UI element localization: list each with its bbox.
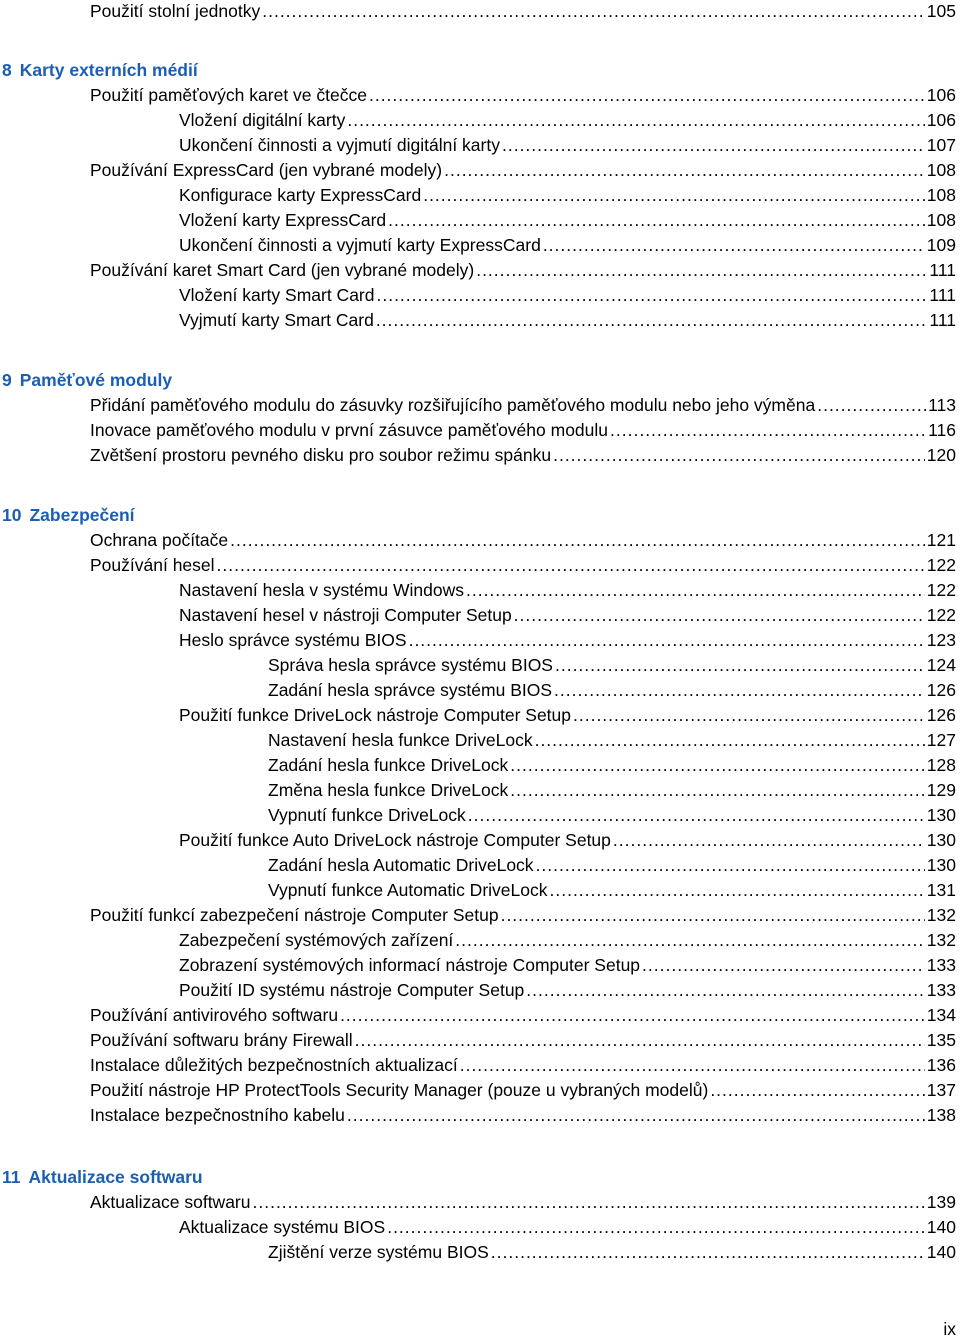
toc-entry-title: Heslo správce systému BIOS — [179, 630, 407, 650]
page-number: ix — [943, 1319, 956, 1339]
toc-entry-title: Správa hesla správce systému BIOS — [268, 655, 553, 675]
toc-entry[interactable] — [90, 444, 956, 466]
toc-entry-page: 135 — [926, 1030, 956, 1050]
toc-entry-title: Zabezpečení systémových zařízení — [179, 930, 454, 950]
toc-entry-page: 111 — [929, 260, 956, 280]
toc-entry[interactable] — [179, 979, 956, 1001]
toc-entry-title: Zjištění verze systému BIOS — [268, 1242, 489, 1262]
toc-entry-title: Použití funkcí zabezpečení nástroje Computer Setup — [90, 905, 499, 925]
toc-entry-title: Inovace paměťového modulu v první zásuvce paměťového modulu — [90, 420, 609, 440]
toc-entry-page: 133 — [926, 955, 956, 975]
toc-entry-title: Nastavení hesla funkce DriveLock — [268, 730, 533, 750]
toc-entry-title: Používání ExpressCard (jen vybrané modely) — [90, 160, 443, 180]
dot-leader — [642, 954, 925, 976]
toc-entry[interactable] — [90, 1079, 956, 1101]
toc-entry[interactable] — [268, 854, 956, 876]
toc-entry-title: Zvětšení prostoru pevného disku pro soubor režimu spánku — [90, 445, 552, 465]
toc-entry-title: Použití stolní jednotky — [90, 1, 261, 21]
toc-entry[interactable] — [179, 109, 956, 131]
dot-leader — [466, 579, 925, 601]
toc-entry-page: 129 — [926, 780, 956, 800]
dot-leader — [376, 284, 927, 306]
toc-entry-page: 132 — [926, 905, 956, 925]
toc-entry[interactable] — [90, 0, 956, 22]
dot-leader — [491, 1241, 925, 1263]
dot-leader — [526, 979, 925, 1001]
toc-entry[interactable] — [268, 754, 956, 776]
toc-entry-page: 139 — [926, 1192, 956, 1212]
toc-entry-page: 128 — [926, 755, 956, 775]
toc-entry-title: Vložení karty ExpressCard — [179, 210, 387, 230]
dot-leader — [817, 394, 926, 416]
toc-entry-page: 132 — [926, 930, 956, 950]
dot-leader — [613, 829, 925, 851]
toc-entry-page: 105 — [926, 1, 956, 21]
toc-entry-page: 111 — [929, 310, 956, 330]
toc-entry[interactable] — [179, 579, 956, 601]
toc-entry-title: Používání softwaru brány Firewall — [90, 1030, 353, 1050]
toc-entry-page: 108 — [926, 210, 956, 230]
toc-entry-page: 130 — [926, 855, 956, 875]
toc-entry-page: 134 — [926, 1005, 956, 1025]
dot-leader — [710, 1079, 924, 1101]
toc-entry[interactable] — [179, 629, 956, 651]
dot-leader — [230, 529, 925, 551]
dot-leader — [347, 1104, 925, 1126]
dot-leader — [423, 184, 925, 206]
toc-entry[interactable] — [179, 1216, 956, 1238]
toc-entry[interactable] — [179, 929, 956, 951]
toc-entry-title: Konfigurace karty ExpressCard — [179, 185, 422, 205]
toc-entry-page: 137 — [926, 1080, 956, 1100]
dot-leader — [387, 1216, 925, 1238]
toc-entry-page: 121 — [926, 530, 956, 550]
dot-leader — [610, 419, 926, 441]
dot-leader — [514, 604, 925, 626]
dot-leader — [536, 854, 925, 876]
dot-leader — [553, 444, 925, 466]
toc-entry-title: Instalace důležitých bezpečnostních aktualizací — [90, 1055, 458, 1075]
toc-entry[interactable] — [90, 419, 956, 441]
toc-entry[interactable] — [179, 954, 956, 976]
dot-leader — [262, 0, 925, 22]
toc-entry-page: 111 — [929, 285, 956, 305]
toc-entry-title: Přidání paměťového modulu do zásuvky rozšiřujícího paměťového modulu nebo jeho výměna — [90, 395, 816, 415]
toc-entry-page: 130 — [926, 830, 956, 850]
dot-leader — [369, 84, 925, 106]
toc-entry-title: Změna hesla funkce DriveLock — [268, 780, 509, 800]
toc-entry-page: 108 — [926, 160, 956, 180]
toc-entry[interactable] — [90, 554, 956, 576]
chapter-heading-10[interactable] — [2, 504, 135, 526]
toc-entry-title: Instalace bezpečnostního kabelu — [90, 1105, 345, 1125]
dot-leader — [444, 159, 925, 181]
dot-leader — [388, 209, 925, 231]
toc-entry-title: Používání hesel — [90, 555, 215, 575]
toc-entry[interactable] — [179, 134, 956, 156]
toc-entry[interactable] — [268, 729, 956, 751]
toc-entry-title: Použití ID systému nástroje Computer Setup — [179, 980, 525, 1000]
toc-entry[interactable] — [90, 84, 956, 106]
dot-leader — [347, 109, 924, 131]
toc-entry-page: 122 — [926, 580, 956, 600]
toc-entry-title: Vypnutí funkce DriveLock — [268, 805, 466, 825]
toc-entry[interactable] — [179, 284, 956, 306]
toc-entry-page: 131 — [926, 880, 956, 900]
toc-entry[interactable] — [179, 309, 956, 331]
toc-entry-title: Použití funkce DriveLock nástroje Computer Setup — [179, 705, 571, 725]
toc-entry-title: Ukončení činnosti a vyjmutí karty ExpressCard — [179, 235, 541, 255]
chapter-title: Paměťové moduly — [19, 370, 173, 390]
toc-entry-title: Vložení digitální karty — [179, 110, 346, 130]
toc-entry[interactable] — [179, 184, 956, 206]
toc-entry[interactable] — [179, 829, 956, 851]
toc-entry-title: Vypnutí funkce Automatic DriveLock — [268, 880, 548, 900]
dot-leader — [554, 679, 925, 701]
toc-entry[interactable] — [179, 604, 956, 626]
toc-entry-title: Používání karet Smart Card (jen vybrané modely) — [90, 260, 475, 280]
toc-entry[interactable] — [90, 1054, 956, 1076]
chapter-title: Zabezpečení — [29, 505, 135, 525]
chapter-title: Karty externích médií — [19, 60, 198, 80]
dot-leader — [510, 779, 925, 801]
toc-entry-page: 123 — [926, 630, 956, 650]
toc-entry-page: 140 — [926, 1242, 956, 1262]
toc-entry-page: 113 — [928, 395, 956, 415]
chapter-number: 10 — [2, 505, 22, 525]
dot-leader — [340, 1004, 925, 1026]
toc-entry-page: 106 — [926, 85, 956, 105]
dot-leader — [455, 929, 925, 951]
dot-leader — [573, 704, 925, 726]
dot-leader — [510, 754, 925, 776]
toc-entry-title: Aktualizace softwaru — [90, 1192, 251, 1212]
toc-entry[interactable] — [268, 804, 956, 826]
toc-entry[interactable] — [268, 654, 956, 676]
toc-entry[interactable] — [90, 259, 956, 281]
chapter-heading-9[interactable] — [2, 369, 172, 391]
dot-leader — [355, 1029, 925, 1051]
toc-entry[interactable] — [268, 1241, 956, 1263]
toc-entry[interactable] — [179, 234, 956, 256]
toc-entry-title: Vyjmutí karty Smart Card — [179, 310, 374, 330]
toc-entry-page: 124 — [926, 655, 956, 675]
toc-entry-title: Vložení karty Smart Card — [179, 285, 375, 305]
toc-entry-title: Ukončení činnosti a vyjmutí digitální karty — [179, 135, 500, 155]
toc-entry[interactable] — [90, 159, 956, 181]
toc-entry-page: 127 — [926, 730, 956, 750]
toc-entry-page: 120 — [926, 445, 956, 465]
toc-entry-page: 133 — [926, 980, 956, 1000]
toc-entry-page: 107 — [926, 135, 956, 155]
dot-leader — [468, 804, 925, 826]
toc-entry-page: 126 — [926, 705, 956, 725]
toc-entry-page: 122 — [926, 605, 956, 625]
dot-leader — [376, 309, 928, 331]
toc-entry-page: 122 — [926, 555, 956, 575]
chapter-title: Aktualizace softwaru — [28, 1167, 203, 1187]
toc-entry-title: Zadání hesla funkce DriveLock — [268, 755, 509, 775]
chapter-heading-11[interactable] — [2, 1166, 203, 1188]
dot-leader — [217, 554, 925, 576]
dot-leader — [555, 654, 925, 676]
toc-entry[interactable] — [179, 704, 956, 726]
toc-entry-title: Zadání hesla Automatic DriveLock — [268, 855, 534, 875]
toc-entry-title: Používání antivirového softwaru — [90, 1005, 339, 1025]
dot-leader — [550, 879, 925, 901]
toc-entry[interactable] — [90, 1191, 956, 1213]
toc-entry-page: 138 — [926, 1105, 956, 1125]
dot-leader — [253, 1191, 925, 1213]
toc-entry-title: Aktualizace systému BIOS — [179, 1217, 386, 1237]
chapter-heading-8[interactable] — [2, 59, 198, 81]
toc-entry-title: Nastavení hesla v systému Windows — [179, 580, 464, 600]
chapter-number: 9 — [2, 370, 12, 390]
dot-leader — [476, 259, 927, 281]
toc-entry-page: 108 — [926, 185, 956, 205]
toc-entry[interactable] — [90, 1029, 956, 1051]
dot-leader — [501, 904, 925, 926]
dot-leader — [502, 134, 925, 156]
chapter-number: 8 — [2, 60, 12, 80]
toc-entry-title: Použití paměťových karet ve čtečce — [90, 85, 367, 105]
toc-entry[interactable] — [268, 779, 956, 801]
toc-entry-title: Zobrazení systémových informací nástroje Computer Setup — [179, 955, 641, 975]
toc-entry-title: Nastavení hesel v nástroji Computer Setup — [179, 605, 512, 625]
toc-entry[interactable] — [90, 529, 956, 551]
dot-leader — [460, 1054, 925, 1076]
toc-entry-title: Použití funkce Auto DriveLock nástroje Computer Setup — [179, 830, 611, 850]
toc-entry-page: 116 — [928, 420, 956, 440]
toc-entry[interactable] — [90, 394, 956, 416]
toc-entry-page: 140 — [926, 1217, 956, 1237]
toc-entry[interactable] — [179, 209, 956, 231]
dot-leader — [409, 629, 925, 651]
chapter-number: 11 — [2, 1167, 21, 1187]
toc-entry-page: 126 — [926, 680, 956, 700]
toc-entry[interactable] — [90, 904, 956, 926]
toc-entry-title: Zadání hesla správce systému BIOS — [268, 680, 553, 700]
toc-entry-page: 136 — [926, 1055, 956, 1075]
toc-entry[interactable] — [90, 1104, 956, 1126]
toc-entry-page: 106 — [926, 110, 956, 130]
toc-entry-title: Ochrana počítače — [90, 530, 229, 550]
dot-leader — [535, 729, 925, 751]
toc-entry[interactable] — [268, 879, 956, 901]
toc-entry-page: 109 — [926, 235, 956, 255]
toc-entry[interactable] — [268, 679, 956, 701]
dot-leader — [543, 234, 925, 256]
toc-entry[interactable] — [90, 1004, 956, 1026]
toc-entry-title: Použití nástroje HP ProtectTools Security Manager (pouze u vybraných modelů) — [90, 1080, 709, 1100]
toc-entry-page: 130 — [926, 805, 956, 825]
